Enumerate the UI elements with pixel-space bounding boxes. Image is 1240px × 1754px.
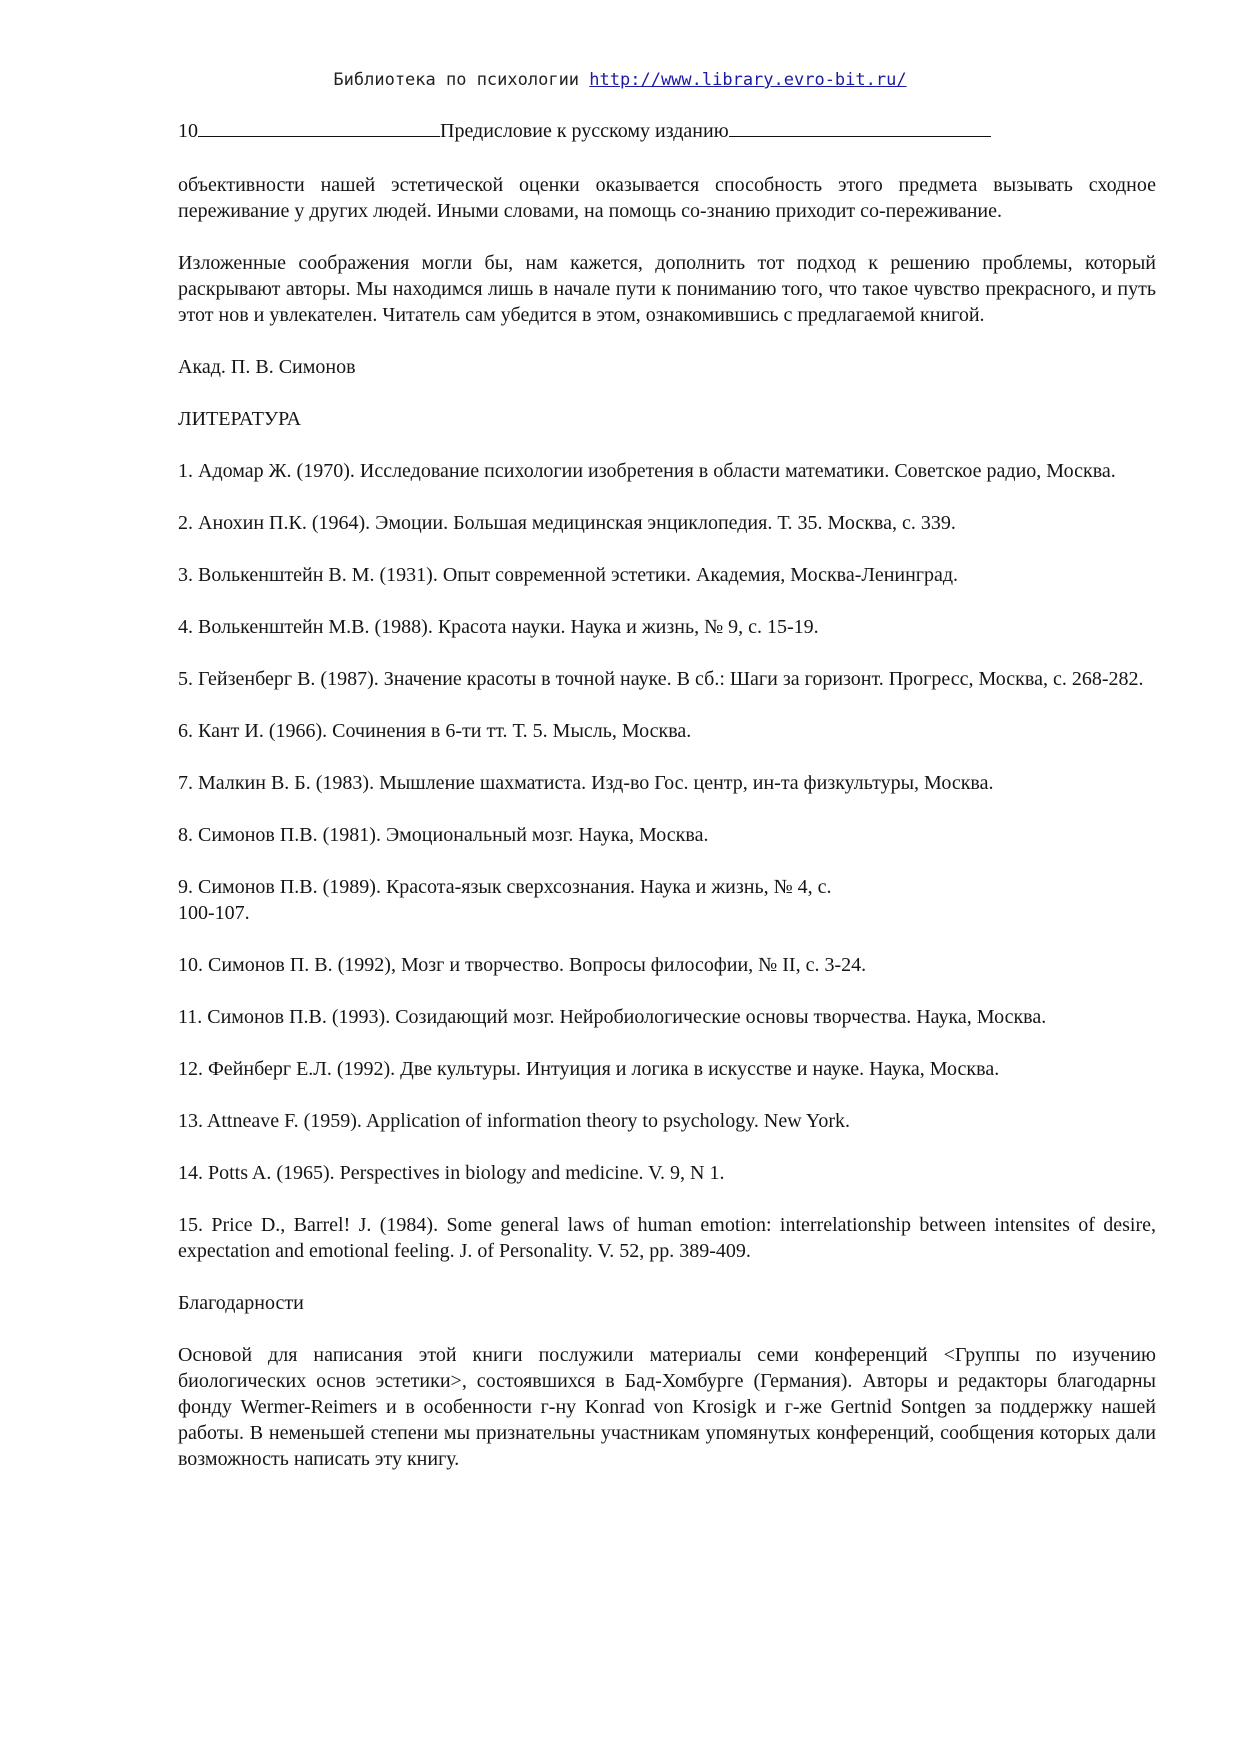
page-content bbox=[178, 172, 1156, 1498]
library-header bbox=[0, 70, 1240, 90]
running-head-rule-right bbox=[729, 120, 991, 137]
reference-item bbox=[178, 874, 1156, 926]
library-link[interactable]: http://www.library.evro-bit.ru/ bbox=[589, 70, 907, 90]
body-paragraph-2: Изложенные соображения могли бы, нам кажется, дополнить тот подход к решению проблемы, который раскрывают авторы. Мы находимся лишь в начале пути к пониманию того, что такое чувство прекрасного, и путь этот нов и увлекателен. Читатель сам убедится в этом, ознакомившись с предлагаемой книгой. bbox=[178, 252, 1156, 326]
reference-item: 13. Attneave F. (1959). Application of information theory to psychology. New York. bbox=[178, 1110, 851, 1132]
running-head bbox=[178, 120, 1058, 143]
reference-item: 10. Симонов П. В. (1992), Мозг и творчество. Вопросы философии, № II, с. 3-24. bbox=[178, 954, 867, 976]
reference-item: 3. Волькенштейн В. М. (1931). Опыт современной эстетики. Академия, Москва-Ленинград. bbox=[178, 564, 959, 586]
reference-item: 2. Анохин П.К. (1964). Эмоции. Большая медицинская энциклопедия. Т. 35. Москва, с. 339. bbox=[178, 512, 956, 534]
reference-item: 5. Гейзенберг В. (1987). Значение красоты в точной науке. В сб.: Шаги за горизонт. Прогресс, Москва, с. 268-282. bbox=[178, 668, 1144, 690]
reference-item: 12. Фейнберг Е.Л. (1992). Две культуры. Интуиция и логика в искусстве и науке. Наука, Москва. bbox=[178, 1058, 1000, 1080]
reference-list bbox=[178, 458, 1156, 1264]
running-head-rule-left bbox=[198, 120, 440, 137]
reference-item: 6. Кант И. (1966). Сочинения в 6-ти тт. Т. 5. Мысль, Москва. bbox=[178, 720, 692, 742]
reference-item: 11. Симонов П.В. (1993). Созидающий мозг. Нейробиологические основы творчества. Наука, Москва. bbox=[178, 1006, 1047, 1028]
running-head-title: Предисловие к русскому изданию bbox=[440, 120, 729, 142]
body-paragraph-1: объективности нашей эстетической оценки оказывается способность этого предмета вызывать сходное переживание у других людей. Иными словами, на помощь со-знанию приходит со-переживание. bbox=[178, 174, 1156, 222]
reference-item: 7. Малкин В. Б. (1983). Мышление шахматиста. Изд-во Гос. центр, ин-та физкультуры, Москва. bbox=[178, 772, 994, 794]
reference-item: 8. Симонов П.В. (1981). Эмоциональный мозг. Наука, Москва. bbox=[178, 824, 709, 846]
acknowledgments-heading: Благодарности bbox=[178, 1292, 304, 1314]
reference-item: 1. Адомар Ж. (1970). Исследование психологии изобретения в области математики. Советское радио, Москва. bbox=[178, 460, 1116, 482]
reference-line: 9. Симонов П.В. (1989). Красота-язык сверхсознания. Наука и жизнь, № 4, с. bbox=[178, 876, 832, 898]
literature-heading: ЛИТЕРАТУРА bbox=[178, 408, 302, 430]
reference-line: 100-107. bbox=[178, 902, 250, 924]
acknowledgments-text: Основой для написания этой книги послужили материалы семи конференций <Группы по изучению биологических основ эстетики>, состоявшихся в Бад-Хомбурге (Германия). Авторы и редакторы благодарны фонду Wermer-Reimers и в особенности г-ну Konrad von Krosigk и г-же Gertnid Sontgen за поддержку нашей работы. В неменьшей степени мы признательны участникам упомянутых конференций, сообщения которых дали возможность написать эту книгу. bbox=[178, 1344, 1156, 1470]
page-number: 10 bbox=[178, 120, 198, 142]
library-label: Библиотека по психологии bbox=[333, 70, 580, 90]
signature: Акад. П. В. Симонов bbox=[178, 356, 356, 378]
reference-item: 14. Potts A. (1965). Perspectives in biology and medicine. V. 9, N 1. bbox=[178, 1162, 725, 1184]
reference-item: 15. Price D., Barrel! J. (1984). Some general laws of human emotion: interrelationship between intensites of desire, expectation and emotional feeling. J. of Personality. V. 52, pp. 389-409. bbox=[178, 1214, 1156, 1262]
reference-item: 4. Волькенштейн М.В. (1988). Красота науки. Наука и жизнь, № 9, с. 15-19. bbox=[178, 616, 819, 638]
